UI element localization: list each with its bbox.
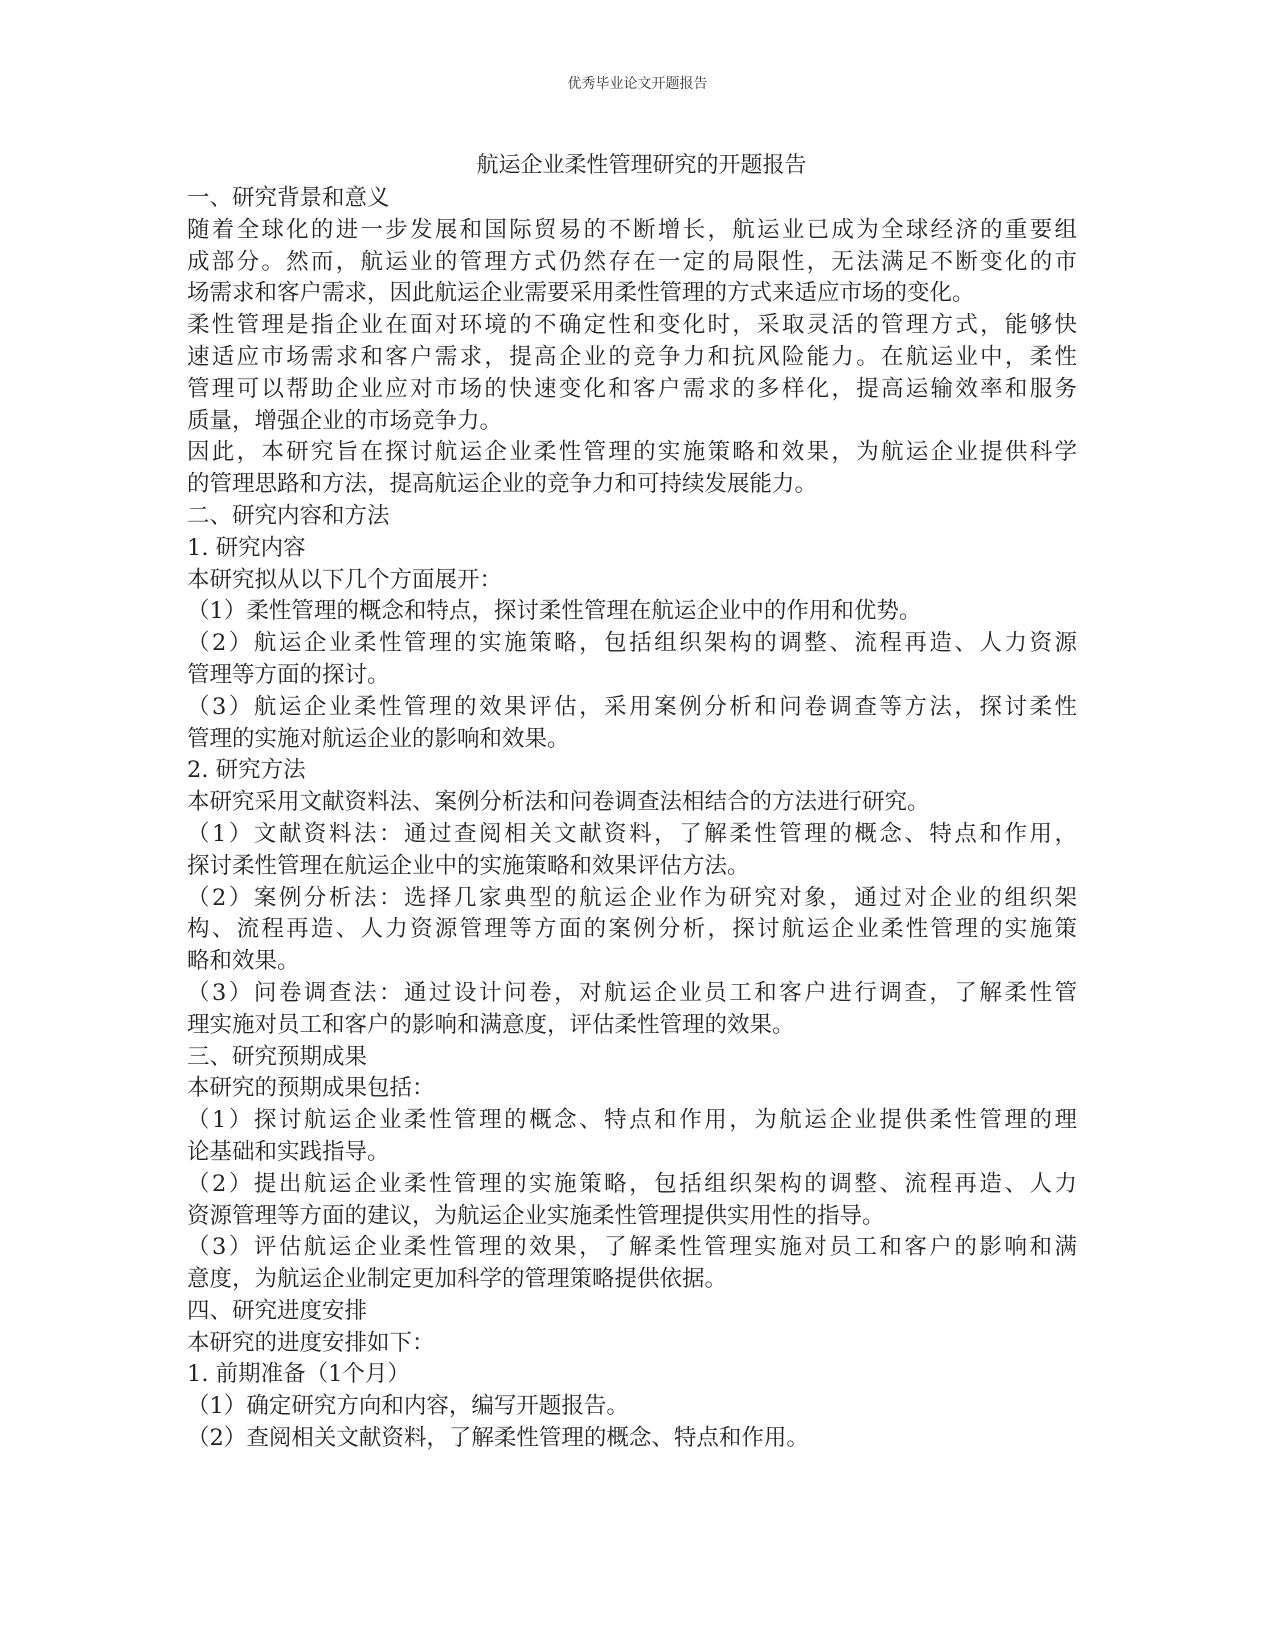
body-line: （1）文献资料法：通过查阅相关文献资料，了解柔性管理的概念、特点和作用，	[187, 820, 1077, 847]
body-line: 随着全球化的进一步发展和国际贸易的不断增长，航运业已成为全球经济的重要组	[187, 216, 1077, 243]
page-header: 优秀毕业论文开题报告	[567, 76, 708, 92]
body-line: （2）查阅相关文献资料，了解柔性管理的概念、特点和作用。	[187, 1425, 809, 1452]
body-line: 略和效果。	[187, 948, 300, 975]
document-title: 航运企业柔性管理研究的开题报告	[476, 153, 807, 178]
body-line: （3）航运企业柔性管理的效果评估，采用案例分析和问卷调查等方法，探讨柔性	[187, 693, 1077, 720]
body-line: 场需求和客户需求，因此航运企业需要采用柔性管理的方式来适应市场的变化。	[187, 280, 975, 307]
body-line: 本研究的预期成果包括：	[187, 1075, 435, 1102]
body-line: 资源管理等方面的建议，为航运企业实施柔性管理提供实用性的指导。	[187, 1202, 885, 1229]
body-line: （1）探讨航运企业柔性管理的概念、特点和作用，为航运企业提供柔性管理的理	[187, 1107, 1077, 1134]
body-line: 质量，增强企业的市场竞争力。	[187, 407, 503, 434]
body-line: 的管理思路和方法，提高航运企业的竞争力和可持续发展能力。	[187, 471, 818, 498]
body-line: 1. 研究内容	[187, 534, 306, 561]
body-line: 二、研究内容和方法	[187, 502, 390, 529]
body-line: 速适应市场需求和客户需求，提高企业的竞争力和抗风险能力。在航运业中，柔性	[187, 343, 1077, 370]
body-line: 一、研究背景和意义	[187, 185, 390, 211]
body-line: 柔性管理是指企业在面对环境的不确定性和变化时，采取灵活的管理方式，能够快	[187, 312, 1077, 339]
body-line: 意度，为航运企业制定更加科学的管理策略提供依据。	[187, 1266, 728, 1293]
body-line: 论基础和实践指导。	[187, 1138, 390, 1165]
body-line: 因此，本研究旨在探讨航运企业柔性管理的实施策略和效果，为航运企业提供科学	[187, 439, 1077, 466]
body-line: 2. 研究方法	[187, 757, 306, 784]
body-line: （2）案例分析法：选择几家典型的航运企业作为研究对象，通过对企业的组织架	[187, 884, 1077, 911]
body-line: 本研究的进度安排如下：	[187, 1329, 435, 1356]
body-line: （3）问卷调查法：通过设计问卷，对航运企业员工和客户进行调查，了解柔性管	[187, 979, 1077, 1006]
body-line: 三、研究预期成果	[187, 1043, 368, 1070]
body-line: 本研究采用文献资料法、案例分析法和问卷调查法相结合的方法进行研究。	[187, 789, 930, 816]
body-line: （3）评估航运企业柔性管理的效果，了解柔性管理实施对员工和客户的影响和满	[187, 1234, 1077, 1261]
body-line: 构、流程再造、人力资源管理等方面的案例分析，探讨航运企业柔性管理的实施策	[187, 916, 1077, 943]
body-line: 探讨柔性管理在航运企业中的实施策略和效果评估方法。	[187, 852, 750, 879]
body-line: 管理可以帮助企业应对市场的快速变化和客户需求的多样化，提高运输效率和服务	[187, 375, 1077, 402]
body-line: （2）提出航运企业柔性管理的实施策略，包括组织架构的调整、流程再造、人力	[187, 1170, 1077, 1197]
body-line: （1）柔性管理的概念和特点，探讨柔性管理在航运企业中的作用和优势。	[187, 598, 922, 625]
body-line: （2）航运企业柔性管理的实施策略，包括组织架构的调整、流程再造、人力资源	[187, 630, 1077, 657]
body-line: 理实施对员工和客户的影响和满意度，评估柔性管理的效果。	[187, 1011, 795, 1038]
body-line: 本研究拟从以下几个方面展开：	[187, 566, 503, 593]
body-line: 四、研究进度安排	[187, 1297, 368, 1324]
body-line: 1. 前期准备（1个月）	[187, 1361, 410, 1388]
body-line: （1）确定研究方向和内容，编写开题报告。	[187, 1393, 629, 1420]
body-line: 成部分。然而，航运业的管理方式仍然存在一定的局限性，无法满足不断变化的市	[187, 248, 1077, 275]
body-line: 管理等方面的探讨。	[187, 661, 390, 688]
document-body	[187, 183, 1077, 1455]
body-line: 管理的实施对航运企业的影响和效果。	[187, 725, 570, 752]
